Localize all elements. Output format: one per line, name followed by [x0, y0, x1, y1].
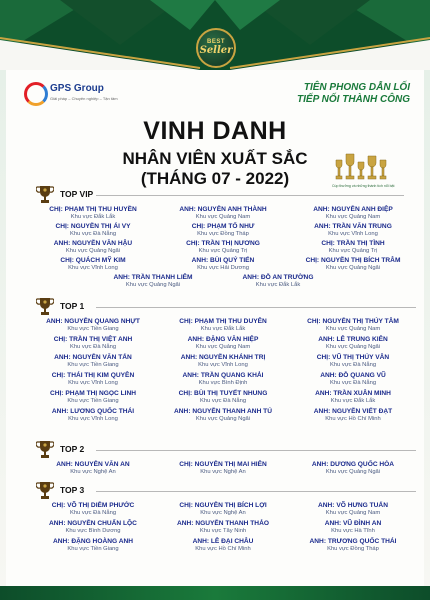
honoree-name: ANH: LÊ ĐẠI CHÂU [192, 538, 254, 545]
honoree-entry [288, 502, 418, 516]
honoree-name: CHỊ: NGUYỄN THỊ MAI HIÊN [179, 461, 267, 468]
section-label: TOP 3 [60, 485, 85, 495]
honoree-entry [288, 390, 418, 404]
badge-line-2: Seller [199, 45, 233, 56]
honoree-area: Khu vực Quảng Nam [195, 214, 251, 220]
honoree-area: Khu vực Quảng Nam [195, 344, 251, 350]
honoree-area: Khu vực Quảng Ngãi [125, 282, 181, 288]
honoree-area: Khu vực Nghệ An [70, 469, 116, 475]
honoree-area: Khu vực Nghệ An [200, 469, 246, 475]
honoree-name: ANH: NGUYỄN ANH ĐIỆP [313, 206, 393, 213]
best-seller-badge [196, 28, 236, 68]
trophy-cup-icon [36, 480, 54, 500]
honoree-name: ANH: ĐẶNG HOÀNG ANH [53, 538, 133, 545]
honoree-entry [28, 336, 158, 350]
section-label: TOP 2 [60, 444, 85, 454]
honoree-entry [288, 372, 418, 386]
honoree-area: Khu vực Đà Nẵng [329, 362, 377, 368]
left-edge-decoration [0, 70, 6, 586]
honoree-area: Khu vực Đà Nẵng [69, 231, 117, 237]
honoree-name: CHỊ: BÙI THỊ TUYẾT NHUNG [178, 390, 268, 397]
honoree-area: Khu vực Đắk Lắk [200, 326, 246, 332]
honoree-name: CHỊ: NGUYỄN THỊ THÚY TÂM [307, 318, 399, 325]
honoree-name: ANH: NGUYỄN VĂN AN [56, 461, 130, 468]
honoree-area: Khu vực Đà Nẵng [69, 344, 117, 350]
honoree-entry [158, 318, 288, 332]
honoree-entry [158, 257, 288, 271]
page-subtitle: NHÂN VIÊN XUẤT SẮC [122, 149, 308, 168]
section-label: TOP VIP [60, 189, 94, 199]
honoree-area: Khu vực Hồ Chí Minh [195, 546, 251, 552]
honoree-name: ANH: TRƯƠNG QUỐC THÁI [309, 538, 397, 545]
honoree-entry [28, 502, 158, 516]
honoree-entry [288, 223, 418, 237]
section-divider [96, 307, 416, 308]
honoree-name: ANH: NGUYỄN VĂN TẤN [54, 354, 132, 361]
logo-name: GPS Group [50, 83, 104, 94]
honoree-name: CHỊ: QUÁCH MỸ KIM [60, 257, 126, 264]
honoree-entry [158, 408, 288, 422]
honoree-name: ANH: NGUYỄN QUANG NHỰT [46, 318, 140, 325]
honoree-name: ANH: DƯƠNG QUỐC HÒA [311, 461, 395, 468]
honoree-area: Khu vực Tiền Giang [67, 398, 119, 404]
honoree-name: ANH: NGUYỄN ANH THÀNH [179, 206, 267, 213]
honoree-name: ANH: NGUYỄN CHUẨN LỘC [49, 520, 137, 527]
slogan-line-1: TIÊN PHONG DẪN LỐI [303, 82, 410, 93]
honoree-area: Khu vực Hồ Chí Minh [325, 416, 381, 422]
page-period: (THÁNG 07 - 2022) [140, 169, 290, 188]
honoree-entry [158, 502, 288, 516]
honoree-name: ANH: NGUYỄN KHÁNH TRỊ [180, 354, 266, 361]
honoree-entry [28, 538, 158, 552]
honoree-area: Khu vực Đà Nẵng [199, 398, 247, 404]
honoree-name: ANH: NGUYỄN THANH THẢO [177, 520, 269, 527]
honoree-name: CHỊ: VÕ THỊ DIỄM PHƯỚC [51, 502, 135, 509]
honoree-entry [158, 372, 288, 386]
honoree-name: ANH: NGUYỄN THANH ANH TÚ [174, 408, 272, 415]
honoree-area: Khu vực Tiền Giang [67, 326, 119, 332]
honoree-name: ANH: TRẦN QUANG KHẢI [182, 372, 264, 379]
honoree-entry [158, 538, 288, 552]
honoree-area: Khu vực Quảng Nam [325, 326, 381, 332]
company-logo [24, 80, 118, 110]
honoree-area: Khu vực Đà Nẵng [329, 380, 377, 386]
right-edge-decoration [424, 70, 430, 586]
honoree-entry [288, 520, 418, 534]
honoree-entry [158, 390, 288, 404]
honoree-name: CHỊ: TRẦN THỊ NƯƠNG [186, 240, 260, 247]
honoree-entry [288, 257, 418, 271]
honoree-area: Khu vực Tiền Giang [67, 362, 119, 368]
section-divider [96, 195, 404, 196]
honoree-entry [28, 240, 158, 254]
logo-mark-icon [24, 82, 48, 106]
footer-band [0, 586, 430, 600]
page-title: VINH DANH [143, 117, 287, 145]
honoree-area: Khu vực Vĩnh Long [68, 380, 118, 386]
honoree-area: Khu vực Bình Dương [65, 528, 121, 534]
honoree-entry [28, 257, 158, 271]
slogan [297, 82, 410, 105]
honoree-area: Khu vực Quảng Ngãi [195, 416, 251, 422]
honoree-area: Khu vực Hà Tĩnh [331, 528, 375, 534]
honoree-area: Khu vực Quảng Nam [325, 510, 381, 516]
honoree-area: Khu vực Hải Dương [197, 265, 249, 271]
honoree-area: Khu vực Quảng Ngãi [325, 469, 381, 475]
honoree-name: CHỊ: NGUYỄN THỊ ÁI VY [55, 223, 131, 230]
honoree-area: Khu vực Vĩnh Long [68, 265, 118, 271]
trophy-cup-icon [36, 296, 54, 316]
honoree-area: Khu vực Quảng Ngãi [325, 344, 381, 350]
honoree-area: Khu vực Đắk Lắk [70, 214, 116, 220]
honoree-name: CHỊ: VŨ THỊ THÚY VÂN [316, 354, 390, 361]
honoree-name: CHỊ: THÁI THỊ KIM QUYÊN [51, 372, 135, 379]
trophy-row-icon [332, 150, 392, 184]
honoree-name: ANH: ĐỖ QUANG VŨ [320, 372, 386, 379]
honoree-name: CHỊ: NGUYỄN THỊ BÍCH TRÂM [305, 257, 401, 264]
honoree-area: Khu vực Quảng Ngãi [65, 248, 121, 254]
honoree-entry [288, 336, 418, 350]
honoree-area: Khu vực Đồng Tháp [197, 231, 249, 237]
section-label: TOP 1 [60, 301, 85, 311]
honoree-entry [158, 206, 288, 220]
honoree-entry [288, 408, 418, 422]
honoree-name: ANH: BÙI QUÝ TIẾN [191, 257, 255, 264]
trophy-cup-icon [36, 439, 54, 459]
honoree-entry [28, 461, 158, 475]
honoree-name: CHỊ: PHẠM THỊ NGỌC LINH [49, 390, 137, 397]
honoree-entry [288, 240, 418, 254]
section-divider [96, 491, 416, 492]
honoree-name: ANH: NGUYỄN VĂN HẬU [53, 240, 133, 247]
honoree-entry [158, 520, 288, 534]
honoree-area: Khu vực Vĩnh Long [198, 362, 248, 368]
honoree-entry [28, 318, 158, 332]
honoree-entry [28, 354, 158, 368]
honoree-entry [28, 390, 158, 404]
badge-line-1: BEST [206, 39, 225, 45]
honoree-entry [28, 520, 158, 534]
honoree-area: Khu vực Quảng Trị [198, 248, 248, 254]
header-band [0, 0, 430, 70]
honoree-name: ANH: TRẦN VĂN TRUNG [314, 223, 392, 230]
section-divider [96, 450, 416, 451]
honoree-area: Khu vực Bình Định [198, 380, 248, 386]
honoree-entry [28, 372, 158, 386]
trophies-illustration [332, 150, 395, 190]
honoree-area: Khu vực Quảng Ngãi [325, 265, 381, 271]
honoree-entry [158, 223, 288, 237]
honoree-name: ANH: VÕ HƯNG TUẤN [318, 502, 388, 509]
honoree-entry [158, 240, 288, 254]
honoree-entry [158, 336, 288, 350]
honoree-entry [288, 318, 418, 332]
honoree-entry [213, 274, 343, 288]
honoree-area: Khu vực Vĩnh Long [328, 231, 378, 237]
honoree-name: ANH: NGUYỄN VIẾT ĐẠT [313, 408, 393, 415]
honoree-name: CHỊ: PHẠM TỐ NHƯ [191, 223, 255, 230]
honoree-name: ANH: TRẦN XUÂN MINH [315, 390, 391, 397]
honoree-name: ANH: LƯƠNG QUỐC THÁI [51, 408, 135, 415]
honoree-entry [288, 461, 418, 475]
honoree-entry [28, 206, 158, 220]
honoree-entry [158, 354, 288, 368]
honoree-area: Khu vực Quảng Trị [328, 248, 378, 254]
honoree-entry [28, 408, 158, 422]
honoree-name: ANH: ĐỖ AN TRƯỜNG [242, 274, 314, 281]
honoree-name: CHỊ: PHẠM THỊ THU DUYÊN [179, 318, 267, 325]
honoree-entry [28, 223, 158, 237]
honoree-name: CHỊ: NGUYỄN THỊ BÍCH LỢI [179, 502, 267, 509]
honoree-name: ANH: VŨ ĐÌNH AN [324, 520, 382, 527]
honoree-area: Khu vực Đắk Lắk [255, 282, 301, 288]
trophy-caption: Cúp thưởng và những thành tích nổi bật [332, 184, 395, 188]
honoree-entry [288, 538, 418, 552]
honoree-name: ANH: TRẦN THANH LIÊM [113, 274, 193, 281]
slogan-line-2: TIẾP NỐI THÀNH CÔNG [297, 94, 410, 105]
honoree-area: Khu vực Nghệ An [200, 510, 246, 516]
trophy-cup-icon [36, 184, 54, 204]
honoree-area: Khu vực Đồng Tháp [327, 546, 379, 552]
honoree-area: Khu vực Đắk Lắk [330, 398, 376, 404]
honoree-name: CHỊ: TRẦN THỊ TÌNH [321, 240, 385, 247]
honoree-name: CHỊ: TRẦN THỊ VIỆT ANH [53, 336, 133, 343]
honoree-area: Khu vực Tây Ninh [199, 528, 247, 534]
honoree-area: Khu vực Quảng Nam [325, 214, 381, 220]
honoree-entry [158, 461, 288, 475]
honoree-entry [288, 206, 418, 220]
logo-tagline: Giải pháp – Chuyên nghiệp – Tận tâm [50, 96, 118, 101]
honoree-name: ANH: LÊ TRUNG KIÊN [318, 336, 388, 343]
honoree-entry [88, 274, 218, 288]
honoree-name: ANH: ĐẶNG VĂN HIỆP [187, 336, 259, 343]
honoree-area: Khu vực Đà Nẵng [69, 510, 117, 516]
honoree-name: CHỊ: PHẠM THỊ THU HUYỀN [49, 206, 137, 213]
honoree-entry [288, 354, 418, 368]
honoree-area: Khu vực Vĩnh Long [68, 416, 118, 422]
honoree-area: Khu vực Tiền Giang [67, 546, 119, 552]
